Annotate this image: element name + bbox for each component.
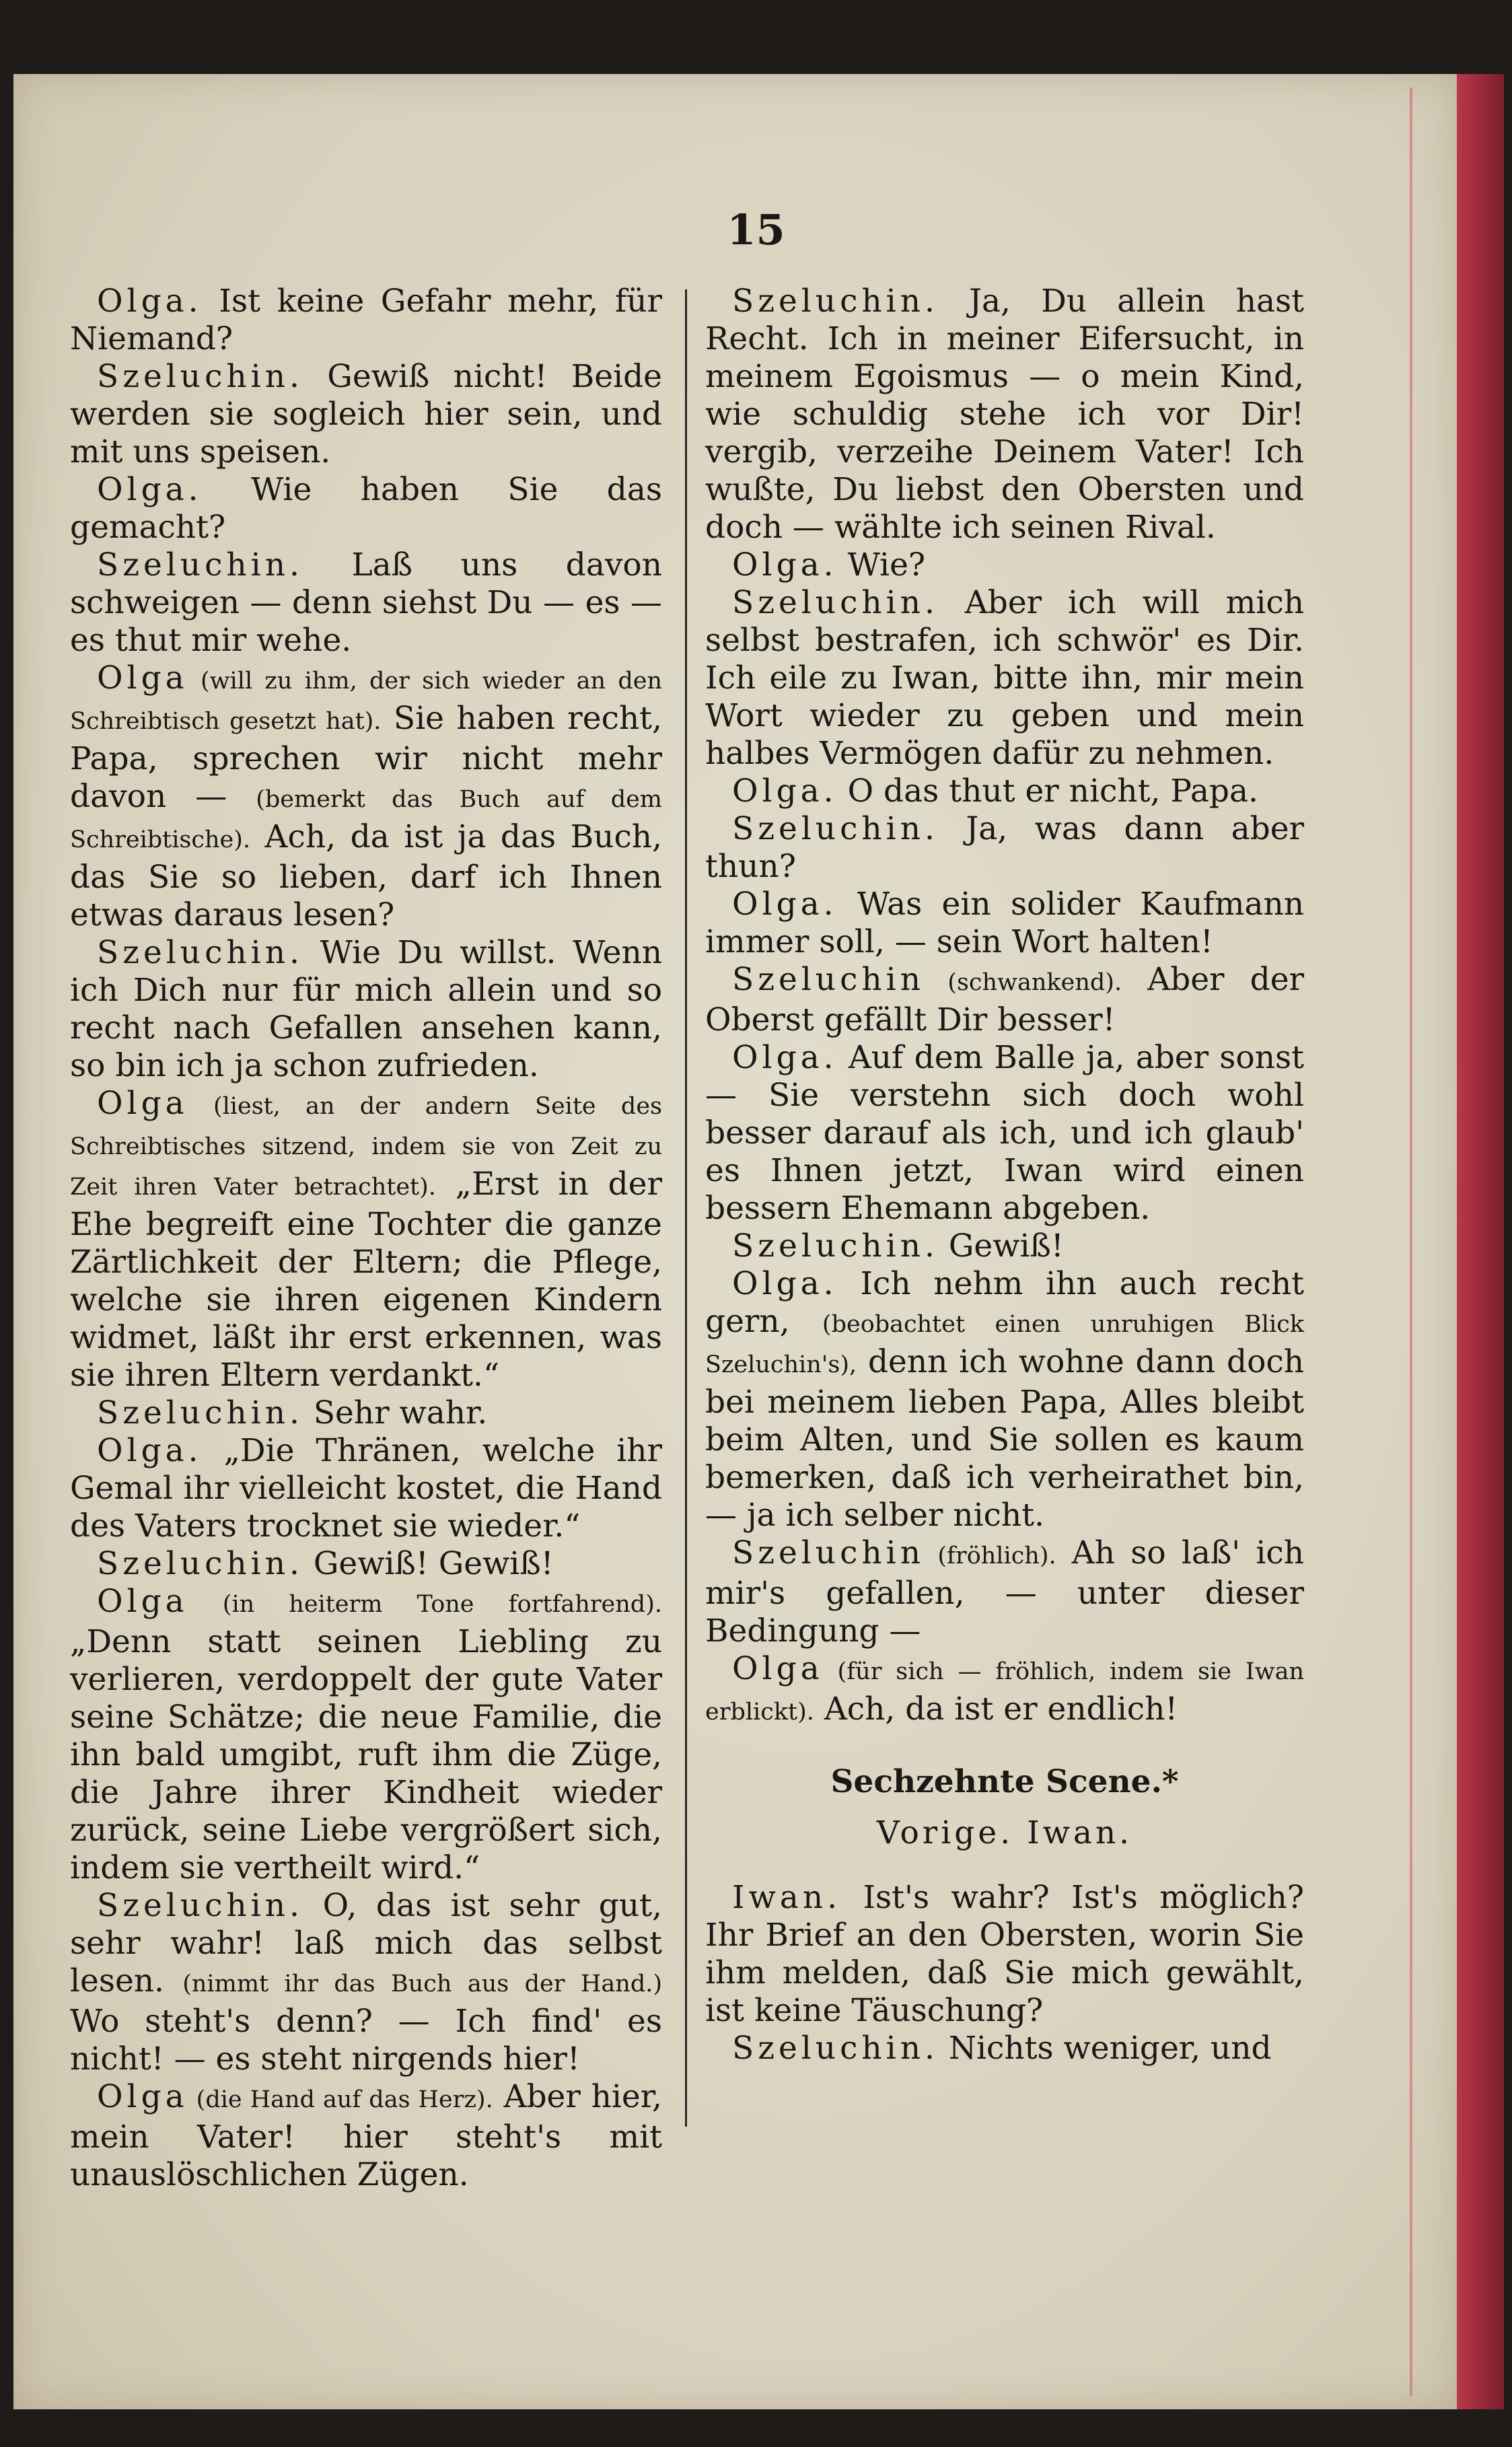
stage-direction: (schwankend).: [924, 969, 1122, 996]
dialogue-paragraph: [70, 1545, 662, 1583]
dialogue-text: O das thut er nicht, Papa.: [837, 773, 1258, 810]
dialogue-paragraph: [70, 1887, 662, 2078]
dialogue-text: Ach, da ist er endlich!: [814, 1691, 1178, 1728]
dialogue-text: „Die Thränen, welche ihr Gemal ihr vielleicht kostet, die Hand des Vaters trocknet sie wieder.“: [70, 1432, 662, 1545]
speaker-name: Olga: [732, 1650, 824, 1687]
dialogue-text: Ach, da ist ja das Buch, das Sie so lieben, darf ich Ihnen etwas daraus lesen?: [70, 818, 662, 933]
speaker-name: Szeluchin.: [732, 810, 939, 847]
stage-direction: (nimmt ihr das Buch aus der Hand.): [182, 1971, 662, 1997]
dialogue-paragraph: [705, 584, 1304, 773]
dialogue-text: Was ein solider Kaufmann immer soll, — sein Wort halten!: [705, 886, 1304, 960]
dialogue-text: Gewiß nicht! Beide werden sie sogleich hier sein, und mit uns speisen.: [70, 358, 662, 470]
dialogue-text: Ja, was dann aber thun?: [705, 810, 1304, 885]
speaker-name: Olga: [97, 1085, 188, 1122]
speaker-name: Olga.: [732, 1039, 838, 1076]
dialogue-paragraph: [705, 773, 1304, 810]
speaker-name: Olga.: [97, 471, 203, 508]
right-column-dialogue: [705, 283, 1304, 1731]
dialogue-paragraph: [705, 1265, 1304, 1534]
speaker-name: Szeluchin.: [732, 1228, 939, 1265]
stage-direction: (beobachtet einen unruhigen Blick Szeluchin's),: [705, 1311, 1304, 1378]
dialogue-paragraph: [70, 1394, 662, 1432]
dialogue-paragraph: [705, 1534, 1304, 1650]
dialogue-paragraph: [705, 2030, 1304, 2067]
dialogue-text: Wie Du willst. Wenn ich Dich nur für mich allein und so recht nach Gefallen ansehen kann, so bin ich ja schon zufrieden.: [70, 934, 662, 1084]
page-edge-line: [1410, 87, 1412, 2396]
dialogue-paragraph: [70, 2078, 662, 2194]
dialogue-paragraph: [70, 1085, 662, 1394]
scene-heading: Sechzehnte Scene.*: [830, 1763, 1179, 1800]
stage-direction: (für sich — fröhlich, indem sie Iwan erblickt).: [705, 1658, 1304, 1726]
right-column-dialogue-after: [705, 1879, 1304, 2067]
dialogue-text: Wie haben Sie das gemacht?: [70, 471, 662, 546]
dialogue-text: Ja, Du allein hast Recht. Ich in meiner Eifersucht, in meinem Egoismus — o mein Kind, wie schuldig stehe ich vor Dir! vergib, verzeihe Deinem Vater! Ich wußte, Du liebst den Obersten und doch — wählte ich seinen Rival.: [705, 283, 1304, 546]
dialogue-paragraph: [705, 1039, 1304, 1228]
speaker-name: Olga: [97, 660, 188, 697]
speaker-name: Olga.: [732, 886, 838, 923]
dialogue-paragraph: [705, 546, 1304, 584]
dialogue-text: „Denn statt seinen Liebling zu verlieren, verdoppelt der gute Vater seine Schätze; die neue Familie, die ihn bald umgibt, ruft ihm die Züge, die Jahre ihrer Kindheit wieder zurück, seine Liebe vergrößert sich, indem sie vertheilt wird.“: [70, 1623, 662, 1886]
dialogue-text: Wie?: [837, 546, 926, 583]
dialogue-paragraph: [70, 660, 662, 934]
speaker-name: Szeluchin.: [97, 1887, 303, 1924]
stage-direction: (liest, an der andern Seite des Schreibtisches sitzend, indem sie von Zeit zu Zeit ihren Vater betrachtet).: [70, 1093, 662, 1201]
dialogue-text: Nichts weniger, und: [938, 2030, 1272, 2067]
dialogue-paragraph: [705, 1650, 1304, 1731]
speaker-name: Szeluchin.: [97, 1394, 303, 1431]
speaker-name: Szeluchin.: [732, 2030, 939, 2067]
speaker-name: Olga.: [97, 283, 203, 320]
dialogue-paragraph: [70, 1432, 662, 1545]
dialogue-text: Ist keine Gefahr mehr, für Niemand?: [70, 283, 662, 357]
dialogue-paragraph: [705, 283, 1304, 546]
dialogue-text: Gewiß! Gewiß!: [303, 1545, 554, 1582]
dialogue-paragraph: [70, 471, 662, 546]
column-divider: [685, 289, 687, 2127]
dialogue-paragraph: [705, 886, 1304, 961]
speaker-name: Szeluchin.: [732, 283, 939, 320]
dialogue-text: „Erst in der Ehe begreift eine Tochter die ganze Zärtlichkeit der Eltern; die Pflege, welche sie ihren eigenen Kindern widmet, läßt ihr erst erkennen, was sie ihren Eltern verdankt.“: [70, 1166, 662, 1394]
dialogue-text: Sie haben recht, Papa, sprechen wir nicht mehr davon —: [70, 700, 662, 815]
speaker-name: Olga.: [97, 1432, 203, 1469]
dialogue-text: Aber ich will mich selbst bestrafen, ich schwör' es Dir. Ich eile zu Iwan, bitte ihn, mir mein Wort wieder zu geben und mein halbes Vermögen dafür zu nehmen.: [705, 584, 1304, 772]
speaker-name: Olga: [97, 1583, 188, 1620]
dialogue-text: denn ich wohne dann doch bei meinem lieben Papa, Alles bleibt beim Alten, und Sie sollen es kaum bemerken, daß ich verheirathet bin, — ja ich selber nicht.: [705, 1343, 1304, 1534]
speaker-name: Szeluchin.: [97, 934, 303, 971]
stage-direction: (will zu ihm, der sich wieder an den Schreibtisch gesetzt hat).: [70, 668, 662, 735]
dialogue-text: Aber der Oberst gefällt Dir besser!: [705, 961, 1305, 1038]
speaker-name: Olga.: [732, 546, 838, 583]
stage-direction: (die Hand auf das Herz).: [188, 2086, 493, 2113]
dialogue-text: Aber hier, mein Vater! hier steht's mit unauslöschlichen Zügen.: [70, 2078, 662, 2193]
dialogue-text: Ah so laß' ich mir's gefallen, — unter dieser Bedingung —: [705, 1534, 1304, 1650]
dialogue-text: Sehr wahr.: [303, 1394, 488, 1431]
speaker-name: Olga: [97, 2078, 188, 2115]
dialogue-paragraph: [70, 283, 662, 358]
speaker-name: Szeluchin: [732, 961, 925, 998]
speaker-name: Iwan.: [732, 1879, 842, 1916]
speaker-name: Olga.: [732, 1265, 838, 1302]
dialogue-paragraph: [705, 810, 1304, 886]
page-number: 15: [727, 205, 785, 254]
stage-direction: (fröhlich).: [924, 1542, 1056, 1569]
dialogue-paragraph: [705, 1879, 1304, 2030]
speaker-name: Szeluchin.: [732, 584, 939, 621]
left-column: [70, 283, 662, 2194]
stage-direction: (in heiterm Tone fortfahrend).: [188, 1591, 662, 1618]
dialogue-text: Ist's wahr? Ist's möglich? Ihr Brief an den Obersten, worin Sie ihm melden, daß Sie mich gewählt, ist keine Täuschung?: [705, 1879, 1304, 2029]
speaker-name: Szeluchin.: [97, 546, 303, 583]
speaker-name: Szeluchin: [732, 1534, 925, 1571]
dialogue-paragraph: [705, 961, 1304, 1039]
stage-direction: (bemerkt das Buch auf dem Schreibtische).: [70, 786, 662, 853]
dialogue-text: O, das ist sehr gut, sehr wahr! laß mich das selbst lesen.: [70, 1887, 662, 1999]
dialogue-text: Wo steht's denn? — Ich find' es nicht! — es steht nirgends hier!: [70, 2003, 662, 2078]
dialogue-text: Ich nehm ihn auch recht gern,: [705, 1265, 1304, 1340]
right-column: [705, 283, 1304, 2067]
dialogue-paragraph: [70, 1583, 662, 1887]
dialogue-paragraph: [70, 358, 662, 471]
dialogue-text: Laß uns davon schweigen — denn siehst Du — es — es thut mir wehe.: [70, 546, 662, 659]
speaker-name: Szeluchin.: [97, 1545, 303, 1582]
dialogue-paragraph: [705, 1228, 1304, 1265]
speaker-name: Szeluchin.: [97, 358, 303, 395]
dialogue-paragraph: [70, 934, 662, 1085]
dialogue-text: Auf dem Balle ja, aber sonst — Sie verstehn sich doch wohl besser darauf als ich, und ich glaub' es Ihnen jetzt, Iwan wird einen bessern Ehemann abgeben.: [705, 1039, 1304, 1227]
scene-cast: Vorige. Iwan.: [876, 1814, 1133, 1851]
dialogue-text: Gewiß!: [938, 1228, 1064, 1265]
book-edge-red: [1457, 74, 1504, 2409]
dialogue-paragraph: [70, 546, 662, 660]
speaker-name: Olga.: [732, 773, 838, 810]
